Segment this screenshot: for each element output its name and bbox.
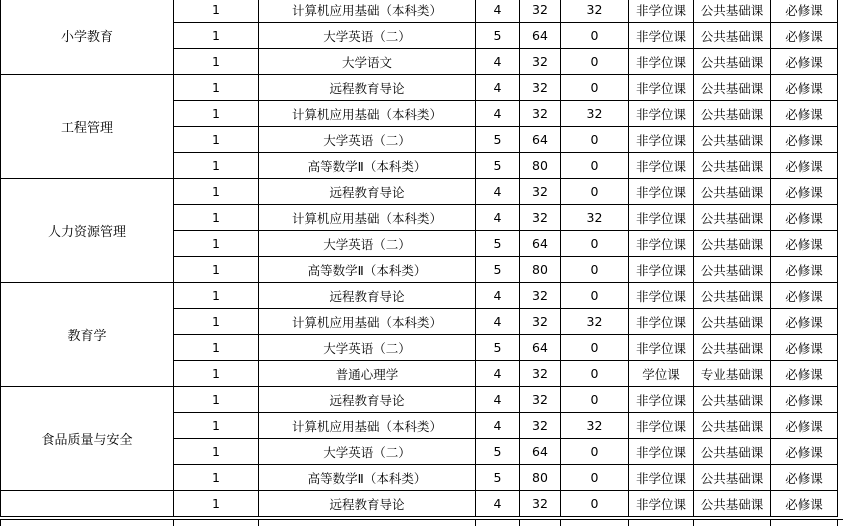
practice-hours-cell: 32 bbox=[561, 413, 629, 439]
hours-cell: 32 bbox=[520, 101, 561, 127]
hours-cell: 64 bbox=[520, 23, 561, 49]
course-category-cell: 公共基础课 bbox=[694, 387, 771, 413]
seq-cell: 1 bbox=[174, 49, 259, 75]
practice-hours-cell: 0 bbox=[561, 127, 629, 153]
seq-cell: 1 bbox=[174, 231, 259, 257]
hours-cell: 32 bbox=[520, 205, 561, 231]
degree-type-cell: 非学位课 bbox=[629, 205, 694, 231]
practice-hours-cell: 0 bbox=[561, 75, 629, 101]
course-category-cell: 专业基础课 bbox=[694, 361, 771, 387]
course-category-cell: 公共基础课 bbox=[694, 205, 771, 231]
practice-hours-cell: 32 bbox=[561, 309, 629, 335]
course-category-cell: 公共基础课 bbox=[694, 257, 771, 283]
practice-hours-cell: 0 bbox=[561, 283, 629, 309]
course-nature-cell: 必修课 bbox=[771, 101, 838, 127]
course-nature-cell: 必修课 bbox=[771, 309, 838, 335]
seq-cell: 1 bbox=[174, 387, 259, 413]
seq-cell: 1 bbox=[174, 205, 259, 231]
degree-type-cell: 非学位课 bbox=[629, 101, 694, 127]
course-nature-cell: 必修课 bbox=[771, 205, 838, 231]
seq-cell: 1 bbox=[174, 335, 259, 361]
course-category-cell: 公共基础课 bbox=[694, 179, 771, 205]
degree-type-cell: 非学位课 bbox=[629, 49, 694, 75]
hours-cell: 32 bbox=[520, 179, 561, 205]
course-nature-cell: 必修课 bbox=[771, 179, 838, 205]
practice-hours-cell: 0 bbox=[561, 361, 629, 387]
degree-type-cell: 非学位课 bbox=[629, 75, 694, 101]
credits-cell: 4 bbox=[476, 387, 520, 413]
credits-cell: 4 bbox=[476, 205, 520, 231]
degree-type-cell: 非学位课 bbox=[629, 257, 694, 283]
credits-cell: 5 bbox=[476, 231, 520, 257]
table-row bbox=[1, 387, 838, 413]
course-category-cell: 公共基础课 bbox=[694, 127, 771, 153]
course-name-cell: 计算机应用基础（本科类） bbox=[259, 0, 476, 23]
major-cell: 人力资源管理 bbox=[1, 179, 174, 283]
practice-hours-cell: 0 bbox=[561, 231, 629, 257]
course-nature-cell: 必修课 bbox=[771, 49, 838, 75]
seq-cell: 1 bbox=[174, 101, 259, 127]
credits-cell: 5 bbox=[476, 257, 520, 283]
seq-cell: 1 bbox=[174, 23, 259, 49]
course-nature-cell: 必修课 bbox=[771, 465, 838, 491]
major-cell bbox=[1, 491, 174, 517]
degree-type-cell: 非学位课 bbox=[629, 179, 694, 205]
course-name-cell: 高等数学Ⅱ（本科类） bbox=[259, 465, 476, 491]
course-name-cell: 大学英语（二） bbox=[259, 439, 476, 465]
course-nature-cell: 必修课 bbox=[771, 231, 838, 257]
credits-cell: 5 bbox=[476, 153, 520, 179]
practice-hours-cell: 0 bbox=[561, 257, 629, 283]
course-category-cell: 公共基础课 bbox=[694, 413, 771, 439]
credits-cell: 4 bbox=[476, 413, 520, 439]
credits-cell: 4 bbox=[476, 0, 520, 23]
hours-cell: 32 bbox=[520, 387, 561, 413]
seq-cell: 1 bbox=[174, 361, 259, 387]
degree-type-cell: 非学位课 bbox=[629, 0, 694, 23]
hours-cell: 80 bbox=[520, 153, 561, 179]
course-category-cell: 公共基础课 bbox=[694, 465, 771, 491]
table-row bbox=[1, 0, 838, 23]
practice-hours-cell: 0 bbox=[561, 179, 629, 205]
seq-cell: 1 bbox=[174, 0, 259, 23]
practice-hours-cell: 0 bbox=[561, 23, 629, 49]
seq-cell: 1 bbox=[174, 491, 259, 517]
hours-cell: 32 bbox=[520, 0, 561, 23]
course-category-cell: 公共基础课 bbox=[694, 23, 771, 49]
table-row bbox=[1, 179, 838, 205]
course-name-cell: 远程教育导论 bbox=[259, 283, 476, 309]
degree-type-cell: 非学位课 bbox=[629, 387, 694, 413]
credits-cell: 4 bbox=[476, 283, 520, 309]
degree-type-cell: 非学位课 bbox=[629, 465, 694, 491]
course-name-cell: 高等数学Ⅱ（本科类） bbox=[259, 257, 476, 283]
hours-cell: 32 bbox=[520, 75, 561, 101]
seq-cell: 1 bbox=[174, 257, 259, 283]
course-category-cell: 公共基础课 bbox=[694, 75, 771, 101]
course-nature-cell: 必修课 bbox=[771, 439, 838, 465]
practice-hours-cell: 32 bbox=[561, 101, 629, 127]
course-category-cell: 公共基础课 bbox=[694, 153, 771, 179]
course-name-cell: 远程教育导论 bbox=[259, 75, 476, 101]
major-cell: 工程管理 bbox=[1, 75, 174, 179]
degree-type-cell: 非学位课 bbox=[629, 153, 694, 179]
hours-cell: 32 bbox=[520, 283, 561, 309]
hours-cell: 80 bbox=[520, 257, 561, 283]
hours-cell: 64 bbox=[520, 231, 561, 257]
course-name-cell: 高等数学Ⅱ（本科类） bbox=[259, 153, 476, 179]
practice-hours-cell: 32 bbox=[561, 205, 629, 231]
degree-type-cell: 学位课 bbox=[629, 361, 694, 387]
course-name-cell: 远程教育导论 bbox=[259, 179, 476, 205]
course-nature-cell: 必修课 bbox=[771, 491, 838, 517]
degree-type-cell: 非学位课 bbox=[629, 127, 694, 153]
course-category-cell: 公共基础课 bbox=[694, 309, 771, 335]
hours-cell: 64 bbox=[520, 335, 561, 361]
course-nature-cell: 必修课 bbox=[771, 0, 838, 23]
course-name-cell: 大学英语（二） bbox=[259, 127, 476, 153]
degree-type-cell: 非学位课 bbox=[629, 283, 694, 309]
hours-cell: 64 bbox=[520, 439, 561, 465]
course-nature-cell: 必修课 bbox=[771, 413, 838, 439]
seq-cell: 1 bbox=[174, 283, 259, 309]
credits-cell: 5 bbox=[476, 439, 520, 465]
course-nature-cell: 必修课 bbox=[771, 75, 838, 101]
course-category-cell: 公共基础课 bbox=[694, 49, 771, 75]
course-name-cell: 大学语文 bbox=[259, 49, 476, 75]
course-name-cell: 计算机应用基础（本科类） bbox=[259, 205, 476, 231]
course-nature-cell: 必修课 bbox=[771, 127, 838, 153]
hours-cell: 32 bbox=[520, 49, 561, 75]
credits-cell: 4 bbox=[476, 361, 520, 387]
degree-type-cell: 非学位课 bbox=[629, 439, 694, 465]
course-nature-cell: 必修课 bbox=[771, 387, 838, 413]
course-nature-cell: 必修课 bbox=[771, 153, 838, 179]
hours-cell: 32 bbox=[520, 413, 561, 439]
seq-cell: 1 bbox=[174, 309, 259, 335]
practice-hours-cell: 0 bbox=[561, 491, 629, 517]
course-category-cell: 公共基础课 bbox=[694, 101, 771, 127]
credits-cell: 4 bbox=[476, 309, 520, 335]
course-nature-cell: 必修课 bbox=[771, 335, 838, 361]
hours-cell: 32 bbox=[520, 361, 561, 387]
credits-cell: 4 bbox=[476, 49, 520, 75]
table-row bbox=[1, 283, 838, 309]
degree-type-cell: 非学位课 bbox=[629, 231, 694, 257]
course-name-cell: 计算机应用基础（本科类） bbox=[259, 101, 476, 127]
practice-hours-cell: 32 bbox=[561, 0, 629, 23]
credits-cell: 4 bbox=[476, 75, 520, 101]
course-name-cell: 普通心理学 bbox=[259, 361, 476, 387]
table-row bbox=[1, 491, 838, 517]
course-nature-cell: 必修课 bbox=[771, 283, 838, 309]
seq-cell: 1 bbox=[174, 127, 259, 153]
course-name-cell: 大学英语（二） bbox=[259, 231, 476, 257]
course-category-cell: 公共基础课 bbox=[694, 439, 771, 465]
course-nature-cell: 必修课 bbox=[771, 361, 838, 387]
course-nature-cell: 必修课 bbox=[771, 23, 838, 49]
credits-cell: 5 bbox=[476, 127, 520, 153]
practice-hours-cell: 0 bbox=[561, 439, 629, 465]
course-category-cell: 公共基础课 bbox=[694, 0, 771, 23]
degree-type-cell: 非学位课 bbox=[629, 413, 694, 439]
credits-cell: 4 bbox=[476, 101, 520, 127]
course-category-cell: 公共基础课 bbox=[694, 491, 771, 517]
credits-cell: 5 bbox=[476, 465, 520, 491]
course-name-cell: 大学英语（二） bbox=[259, 335, 476, 361]
major-cell: 小学教育 bbox=[1, 0, 174, 75]
degree-type-cell: 非学位课 bbox=[629, 23, 694, 49]
credits-cell: 5 bbox=[476, 23, 520, 49]
seq-cell: 1 bbox=[174, 75, 259, 101]
course-name-cell: 大学英语（二） bbox=[259, 23, 476, 49]
hours-cell: 32 bbox=[520, 309, 561, 335]
degree-type-cell: 非学位课 bbox=[629, 491, 694, 517]
course-name-cell: 远程教育导论 bbox=[259, 387, 476, 413]
practice-hours-cell: 0 bbox=[561, 465, 629, 491]
course-category-cell: 公共基础课 bbox=[694, 283, 771, 309]
course-nature-cell: 必修课 bbox=[771, 257, 838, 283]
hours-cell: 32 bbox=[520, 491, 561, 517]
major-cell: 教育学 bbox=[1, 283, 174, 387]
degree-type-cell: 非学位课 bbox=[629, 309, 694, 335]
credits-cell: 4 bbox=[476, 491, 520, 517]
practice-hours-cell: 0 bbox=[561, 153, 629, 179]
seq-cell: 1 bbox=[174, 153, 259, 179]
course-category-cell: 公共基础课 bbox=[694, 335, 771, 361]
practice-hours-cell: 0 bbox=[561, 335, 629, 361]
major-cell: 食品质量与安全 bbox=[1, 387, 174, 491]
course-name-cell: 远程教育导论 bbox=[259, 491, 476, 517]
course-category-cell: 公共基础课 bbox=[694, 231, 771, 257]
seq-cell: 1 bbox=[174, 465, 259, 491]
course-name-cell: 计算机应用基础（本科类） bbox=[259, 309, 476, 335]
seq-cell: 1 bbox=[174, 413, 259, 439]
credits-cell: 4 bbox=[476, 179, 520, 205]
practice-hours-cell: 0 bbox=[561, 387, 629, 413]
practice-hours-cell: 0 bbox=[561, 49, 629, 75]
hours-cell: 80 bbox=[520, 465, 561, 491]
degree-type-cell: 非学位课 bbox=[629, 335, 694, 361]
credits-cell: 5 bbox=[476, 335, 520, 361]
seq-cell: 1 bbox=[174, 179, 259, 205]
hours-cell: 64 bbox=[520, 127, 561, 153]
table-row bbox=[1, 75, 838, 101]
seq-cell: 1 bbox=[174, 439, 259, 465]
course-name-cell: 计算机应用基础（本科类） bbox=[259, 413, 476, 439]
